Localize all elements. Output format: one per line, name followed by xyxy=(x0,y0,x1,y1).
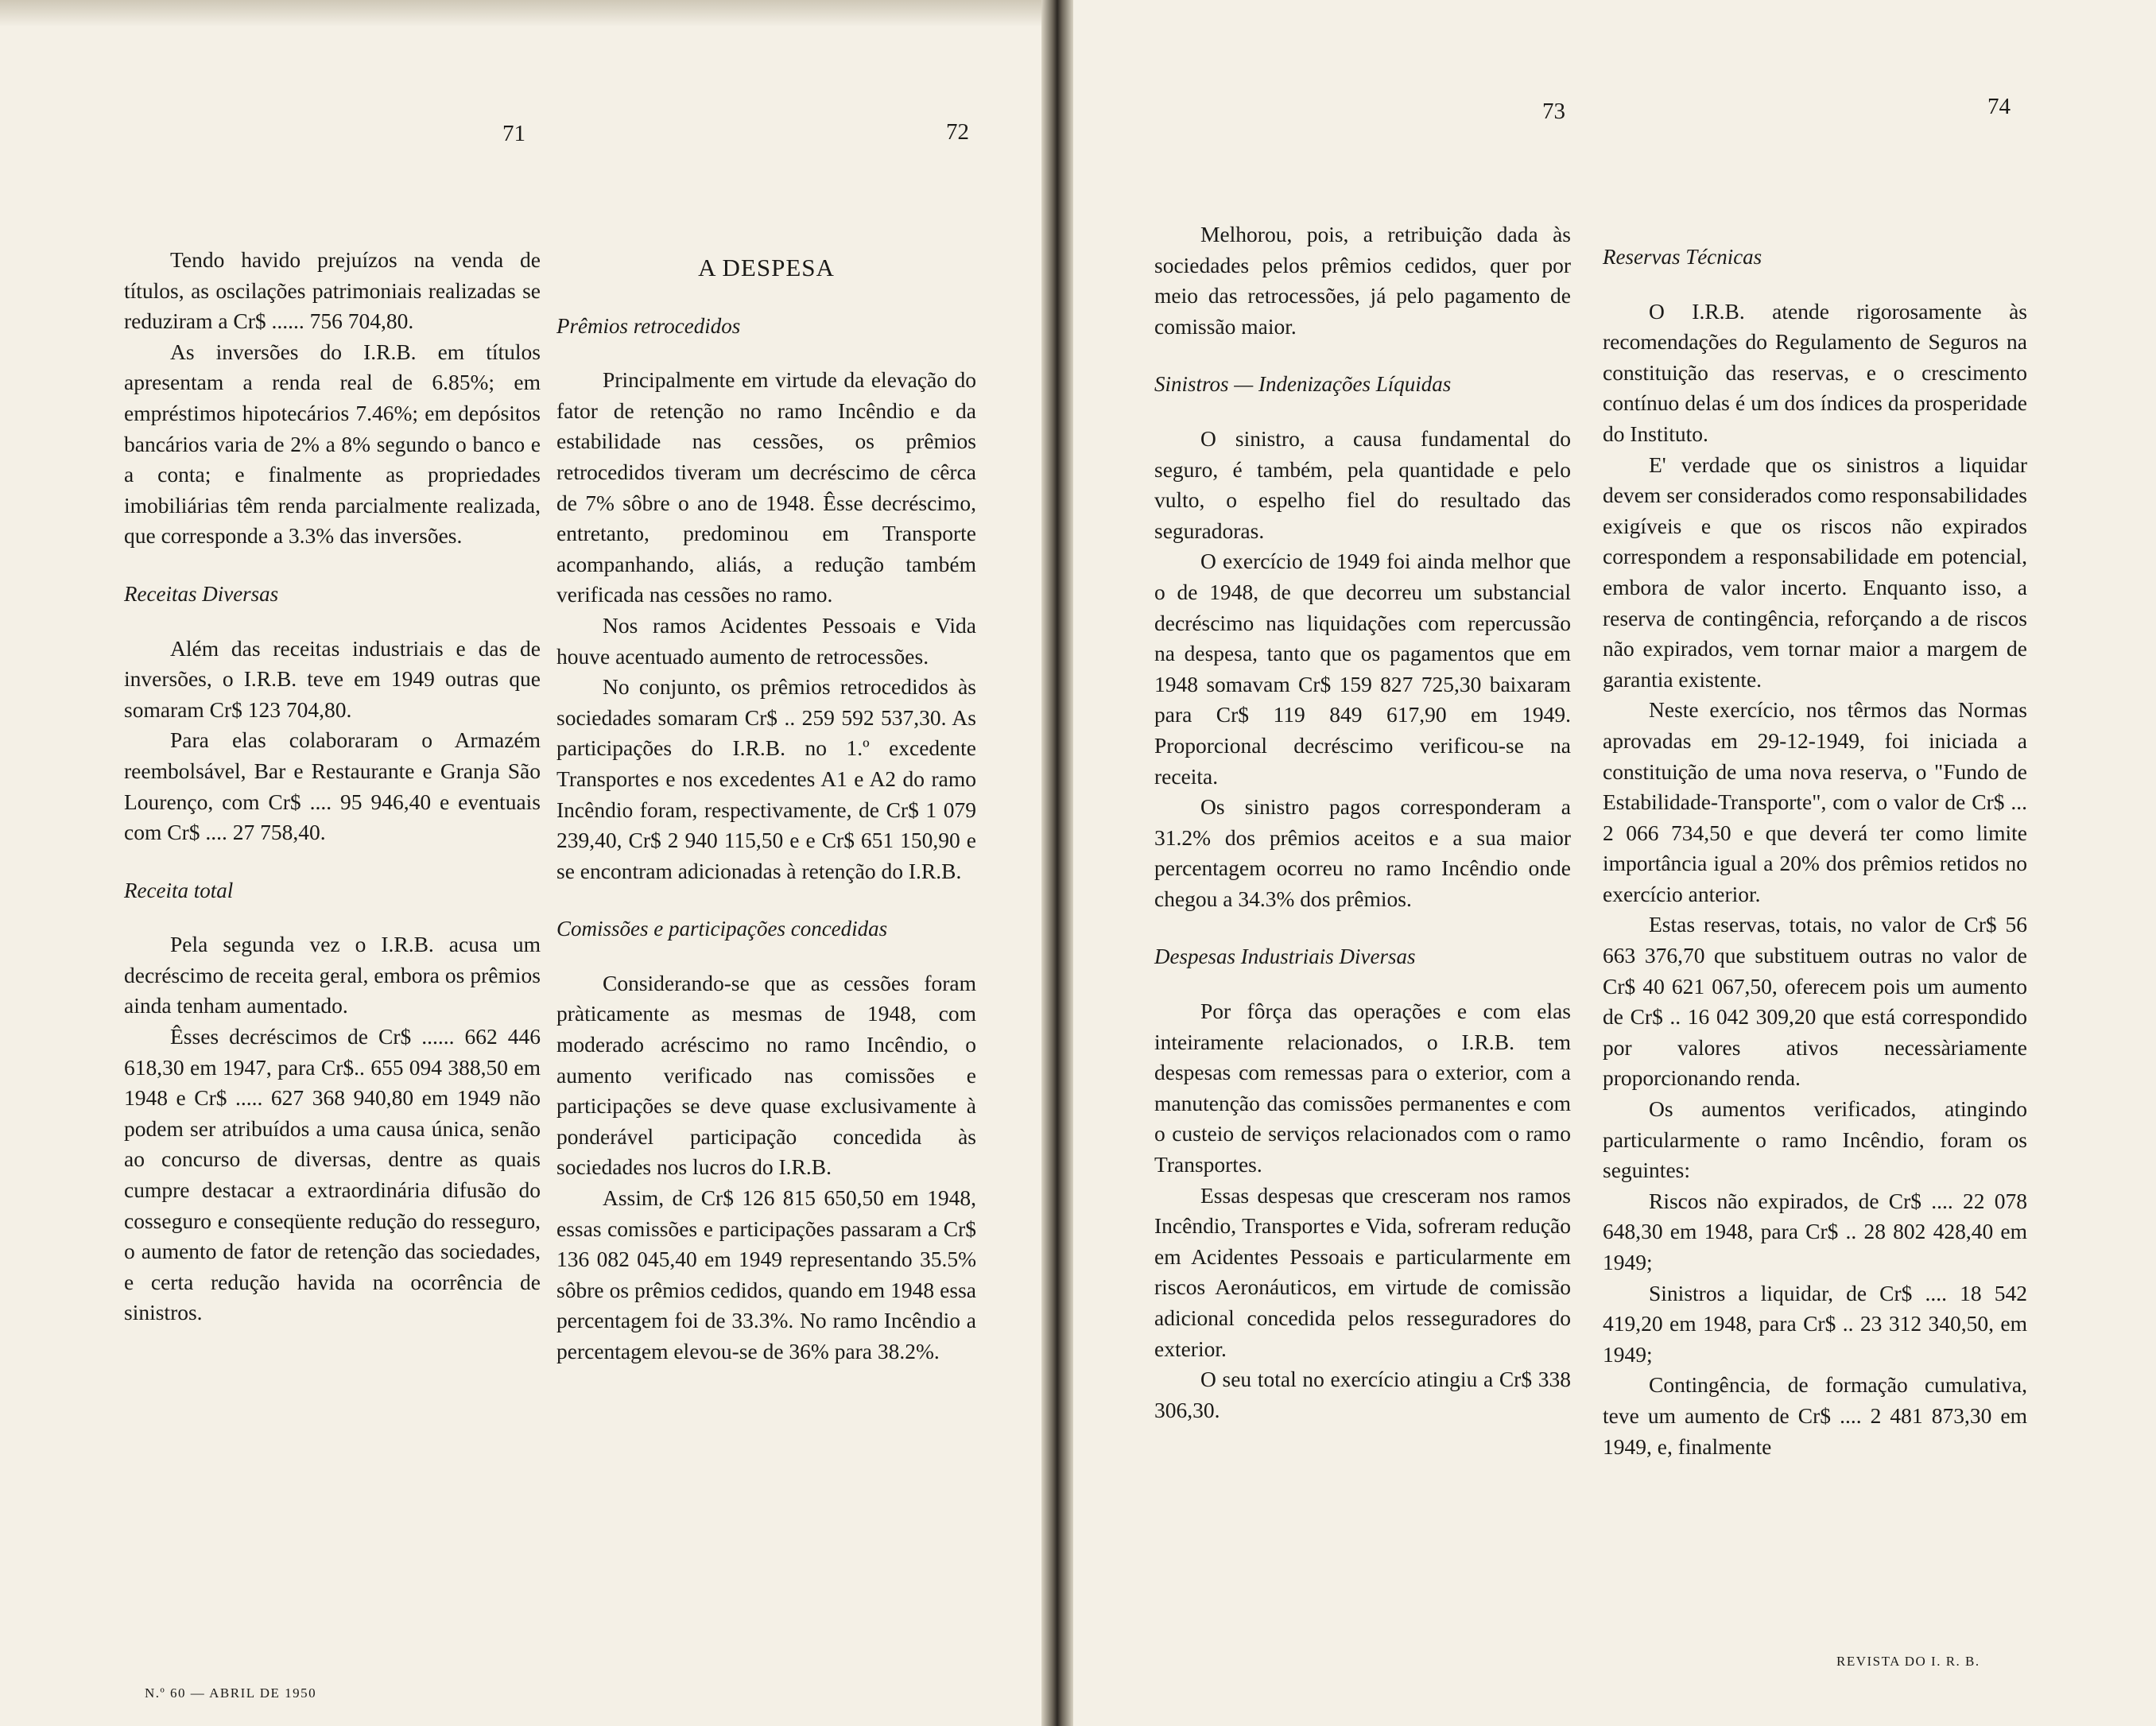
section-heading: Receitas Diversas xyxy=(124,581,279,606)
paragraph: Assim, de Cr$ 126 815 650,50 em 1948, essas comissões e participações passaram a Cr$ 136 082 045,40 em 1949 representando 35.5% sôbre os prêmios cedidos, quando em 1948 essa percentagem foi de 33.3%. No ramo Incêndio a percentagem elevou-se de 36% para 38.2%. xyxy=(556,1185,976,1363)
page-73-column xyxy=(1154,219,1571,1425)
paragraph: O I.R.B. atende rigorosamente às recomendações do Regulamento de Seguros na constituição das reservas, e o crescimento contínuo delas é um dos índices da prosperidade do Instituto. xyxy=(1603,298,2027,446)
paragraph: Contingência, de formação cumulativa, teve um aumento de Cr$ .... 2 481 873,30 em 1949, e, finalmente xyxy=(1603,1372,2027,1459)
page-74-column xyxy=(1603,215,2027,1462)
paragraph: Além das receitas industriais e das de inversões, o I.R.B. teve em 1949 outras que somaram Cr$ 123 704,80. xyxy=(124,635,541,722)
paragraph: Neste exercício, nos têrmos das Normas aprovadas em 29-12-1949, foi iniciada a constituição de uma nova reserva, o "Fundo de Estabilidade-Transporte", com o valor de Cr$ ... 2 066 734,50 e que deverá ter como limite importância igual a 20% dos prêmios retidos no exercício anterior. xyxy=(1603,697,2027,906)
paragraph: Melhorou, pois, a retribuição dada às sociedades pelos prêmios cedidos, quer por meio das retrocessões, já pelo pagamento de comissão maior. xyxy=(1154,222,1571,339)
paragraph: E' verdade que os sinistros a liquidar devem ser considerados como responsabilidades exigíveis e que os riscos não expirados correspondem a responsabilidade em potencial, embora de valor incerto. Enquanto isso, a reserva de contingência, reforçando a de riscos não expirados, vem tornar maior a margem de garantia existente. xyxy=(1603,452,2027,692)
book-gutter xyxy=(1041,0,1073,1726)
paragraph: Êsses decréscimos de Cr$ ...... 662 446 618,30 em 1947, para Cr$.. 655 094 388,50 em 1948 e Cr$ ..... 627 368 940,80 em 1949 não podem ser atribuídos a uma causa única, senão ao concurso de diversas, dentre as quais cumpre destacar a extraordinária difusão do cosseguro e conseqüente redução do resseguro, o aumento de fator de retenção das sociedades, e certa redução havida na ocorrência de sinistros. xyxy=(124,1024,541,1325)
paragraph: Considerando-se que as cessões foram pràticamente as mesmas de 1948, com moderado acréscimo no ramo Incêndio, o aumento verificado nas comissões e participações se deve quase exclusivamente à ponderável participação concedida às sociedades nos lucros do I.R.B. xyxy=(556,970,976,1180)
page-number-71: 71 xyxy=(502,121,525,146)
paragraph: Riscos não expirados, de Cr$ .... 22 078 648,30 em 1948, para Cr$ .. 28 802 428,40 em 1949; xyxy=(1603,1188,2027,1274)
paragraph: Os sinistro pagos corresponderam a 31.2% dos prêmios aceitos e a sua maior percentagem ocorreu no ramo Incêndio onde chegou a 34.3% dos prêmios. xyxy=(1154,794,1571,911)
paragraph: Estas reservas, totais, no valor de Cr$ 56 663 376,70 que substituem outras no valor de Cr$ 40 621 067,50, oferecem pois um aumento de Cr$ .. 16 042 309,20 que está correspondido por valores ativos necessàriamente proporcionando renda. xyxy=(1603,912,2027,1091)
paragraph: Os aumentos verificados, atingindo particularmente o ramo Incêndio, foram os seguintes: xyxy=(1603,1096,2027,1183)
page-72-column xyxy=(556,231,976,1367)
section-heading: Despesas Industriais Diversas xyxy=(1154,944,1416,969)
paragraph: Essas despesas que cresceram nos ramos Incêndio, Transportes e Vida, sofreram redução em Acidentes Pessoais e particularmente em riscos Aeronáuticos, em virtude de comissão adicional concedida pelos resseguradores do exterior. xyxy=(1154,1182,1571,1361)
paragraph: Para elas colaboraram o Armazém reembolsável, Bar e Restaurante e Granja São Lourenço, com Cr$ .... 95 946,40 e eventuais com Cr$ .... 27 758,40. xyxy=(124,727,541,845)
section-heading: Reservas Técnicas xyxy=(1603,245,1762,269)
section-heading: Sinistros — Indenizações Líquidas xyxy=(1154,372,1452,397)
page-71-column xyxy=(124,245,541,1328)
page-top-edge xyxy=(0,0,1048,27)
paragraph: Sinistros a liquidar, de Cr$ .... 18 542 419,20 em 1948, para Cr$ .. 23 312 340,50, em 1949; xyxy=(1603,1280,2027,1367)
footer-journal-name: REVISTA DO I. R. B. xyxy=(1836,1654,1980,1669)
page-number-73: 73 xyxy=(1542,99,1565,124)
paragraph: Pela segunda vez o I.R.B. acusa um decréscimo de receita geral, embora os prêmios ainda tenham aumentado. xyxy=(124,932,541,1018)
paragraph: Principalmente em virtude da elevação do fator de retenção no ramo Incêndio e da estabilidade nas cessões, os prêmios retrocedidos tiveram um decréscimo de cêrca de 7% sôbre o ano de 1948. Êsse decréscimo, entretanto, predominou em Transporte acompanhando, aliás, a redução também verificada nas cessões no ramo. xyxy=(556,367,976,607)
section-heading: Comissões e participações concedidas xyxy=(556,917,888,941)
paragraph: Nos ramos Acidentes Pessoais e Vida houve acentuado aumento de retrocessões. xyxy=(556,612,976,669)
paragraph: O exercício de 1949 foi ainda melhor que o de 1948, de que decorreu um substancial decréscimo nas liquidações com repercussão na despesa, tanto que os pagamentos que em 1948 somavam Cr$ 159 827 725,30 baixaram para Cr$ 119 849 617,90 em 1949. Proporcional decréscimo verificou-se na receita. xyxy=(1154,549,1571,789)
page-number-74: 74 xyxy=(1987,94,2011,119)
paragraph: As inversões do I.R.B. em títulos apresentam a renda real de 6.85%; em empréstimos hipotecários 7.46%; em depósitos bancários varia de 2% a 8% segundo o banco e a conta; e finalmente as propriedades imobiliárias têm renda parcialmente realizada, que corresponde a 3.3% das inversões. xyxy=(124,339,541,549)
section-heading: Prêmios retrocedidos xyxy=(556,313,741,338)
paragraph: O sinistro, a causa fundamental do seguro, é também, pela quantidade e pelo vulto, o espelho fiel do resultado das seguradoras. xyxy=(1154,425,1571,543)
section-heading: Receita total xyxy=(124,878,234,902)
paragraph: Tendo havido prejuízos na venda de títulos, as oscilações patrimoniais realizadas se reduziram a Cr$ ...... 756 704,80. xyxy=(124,247,541,334)
paragraph: No conjunto, os prêmios retrocedidos às sociedades somaram Cr$ .. 259 592 537,30. As participações do I.R.B. no 1.º excedente Transportes e nos excedentes A1 e A2 do ramo Incêndio foram, respectivamente, de Cr$ 1 079 239,40, Cr$ 2 940 115,50 e e Cr$ 651 150,90 e se encontram adicionadas à retenção do I.R.B. xyxy=(556,674,976,883)
paragraph: Por fôrça das operações e com elas inteiramente relacionados, o I.R.B. tem despesas com remessas para o exterior, com a manutenção das comissões permanentes e com o custeio de serviços relacionados com o ramo Transportes. xyxy=(1154,999,1571,1177)
section-title: A DESPESA xyxy=(698,254,835,281)
paragraph: O seu total no exercício atingiu a Cr$ 338 306,30. xyxy=(1154,1367,1571,1422)
page-number-72: 72 xyxy=(946,119,969,145)
footer-issue-date: N.º 60 — ABRIL DE 1950 xyxy=(145,1685,317,1701)
